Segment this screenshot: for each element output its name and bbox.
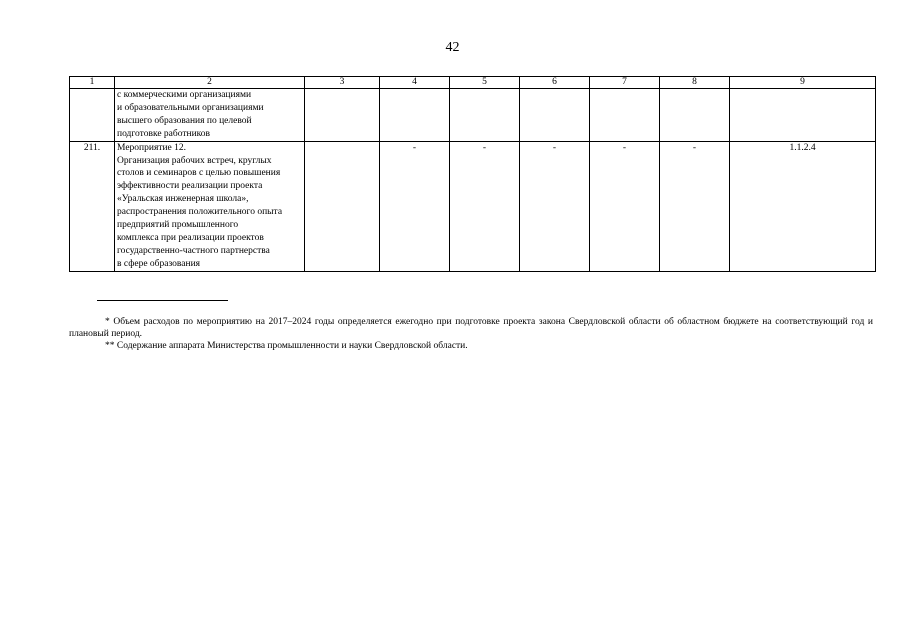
- table-cell: [660, 89, 730, 142]
- column-header: 6: [520, 77, 590, 89]
- table-row: [70, 141, 876, 271]
- column-header: 1: [70, 77, 115, 89]
- description-line: высшего образования по целевой: [117, 115, 252, 126]
- column-header: 3: [305, 77, 380, 89]
- description-line: и образовательными организациями: [117, 102, 264, 113]
- table-cell: -: [450, 141, 520, 271]
- description-line: столов и семинаров с целью повышения: [117, 168, 281, 179]
- description-line: подготовке работников: [117, 128, 211, 139]
- table-cell: [305, 89, 380, 142]
- table-cell: [730, 89, 876, 142]
- description-line: Организация рабочих встреч, круглых: [117, 155, 272, 166]
- description-line: государственно-частного партнерства: [117, 245, 270, 256]
- page-number: 42: [445, 40, 460, 55]
- table-cell: -: [380, 141, 450, 271]
- footnote: ** Содержание аппарата Министерства промышленности и науки Свердловской области.: [105, 341, 468, 351]
- description-line: в сфере образования: [117, 258, 201, 269]
- row-description-cell: [115, 141, 305, 271]
- column-header: 9: [730, 77, 876, 89]
- table-cell: [305, 141, 380, 271]
- row-description-cell: [115, 89, 305, 142]
- table-cell: [520, 89, 590, 142]
- footnote: * Объем расходов по мероприятию на 2017–2024 годы определяется ежегодно при подготовке проекта закона Свердловской области об областном бюджете на соответствующий год и плановый период.: [69, 317, 873, 339]
- table-cell: [380, 89, 450, 142]
- column-header: 2: [115, 77, 305, 89]
- table-cell: -: [590, 141, 660, 271]
- table-cell: [590, 89, 660, 142]
- column-header: 8: [660, 77, 730, 89]
- table-row: [70, 89, 876, 142]
- table-header-row: [70, 77, 876, 89]
- description-line: Мероприятие 12.: [117, 142, 187, 153]
- table-cell: -: [660, 141, 730, 271]
- row-number-cell: 211.: [70, 141, 115, 271]
- column-header: 7: [590, 77, 660, 89]
- description-line: «Уральская инженерная школа»,: [117, 194, 249, 205]
- footnote-divider: [97, 300, 228, 301]
- table-cell: [450, 89, 520, 142]
- table-cell: 1.1.2.4: [730, 141, 876, 271]
- description-line: с коммерческими организациями: [117, 90, 252, 100]
- column-header: 5: [450, 77, 520, 89]
- row-number-cell: [70, 89, 115, 142]
- footnotes: [69, 316, 873, 352]
- table-cell: -: [520, 141, 590, 271]
- column-header: 4: [380, 77, 450, 89]
- description-line: комплекса при реализации проектов: [117, 232, 264, 243]
- description-line: распространения положительного опыта: [117, 207, 283, 218]
- description-line: предприятий промышленного: [117, 220, 239, 231]
- activities-table: [69, 76, 876, 272]
- description-line: эффективности реализации проекта: [117, 181, 263, 192]
